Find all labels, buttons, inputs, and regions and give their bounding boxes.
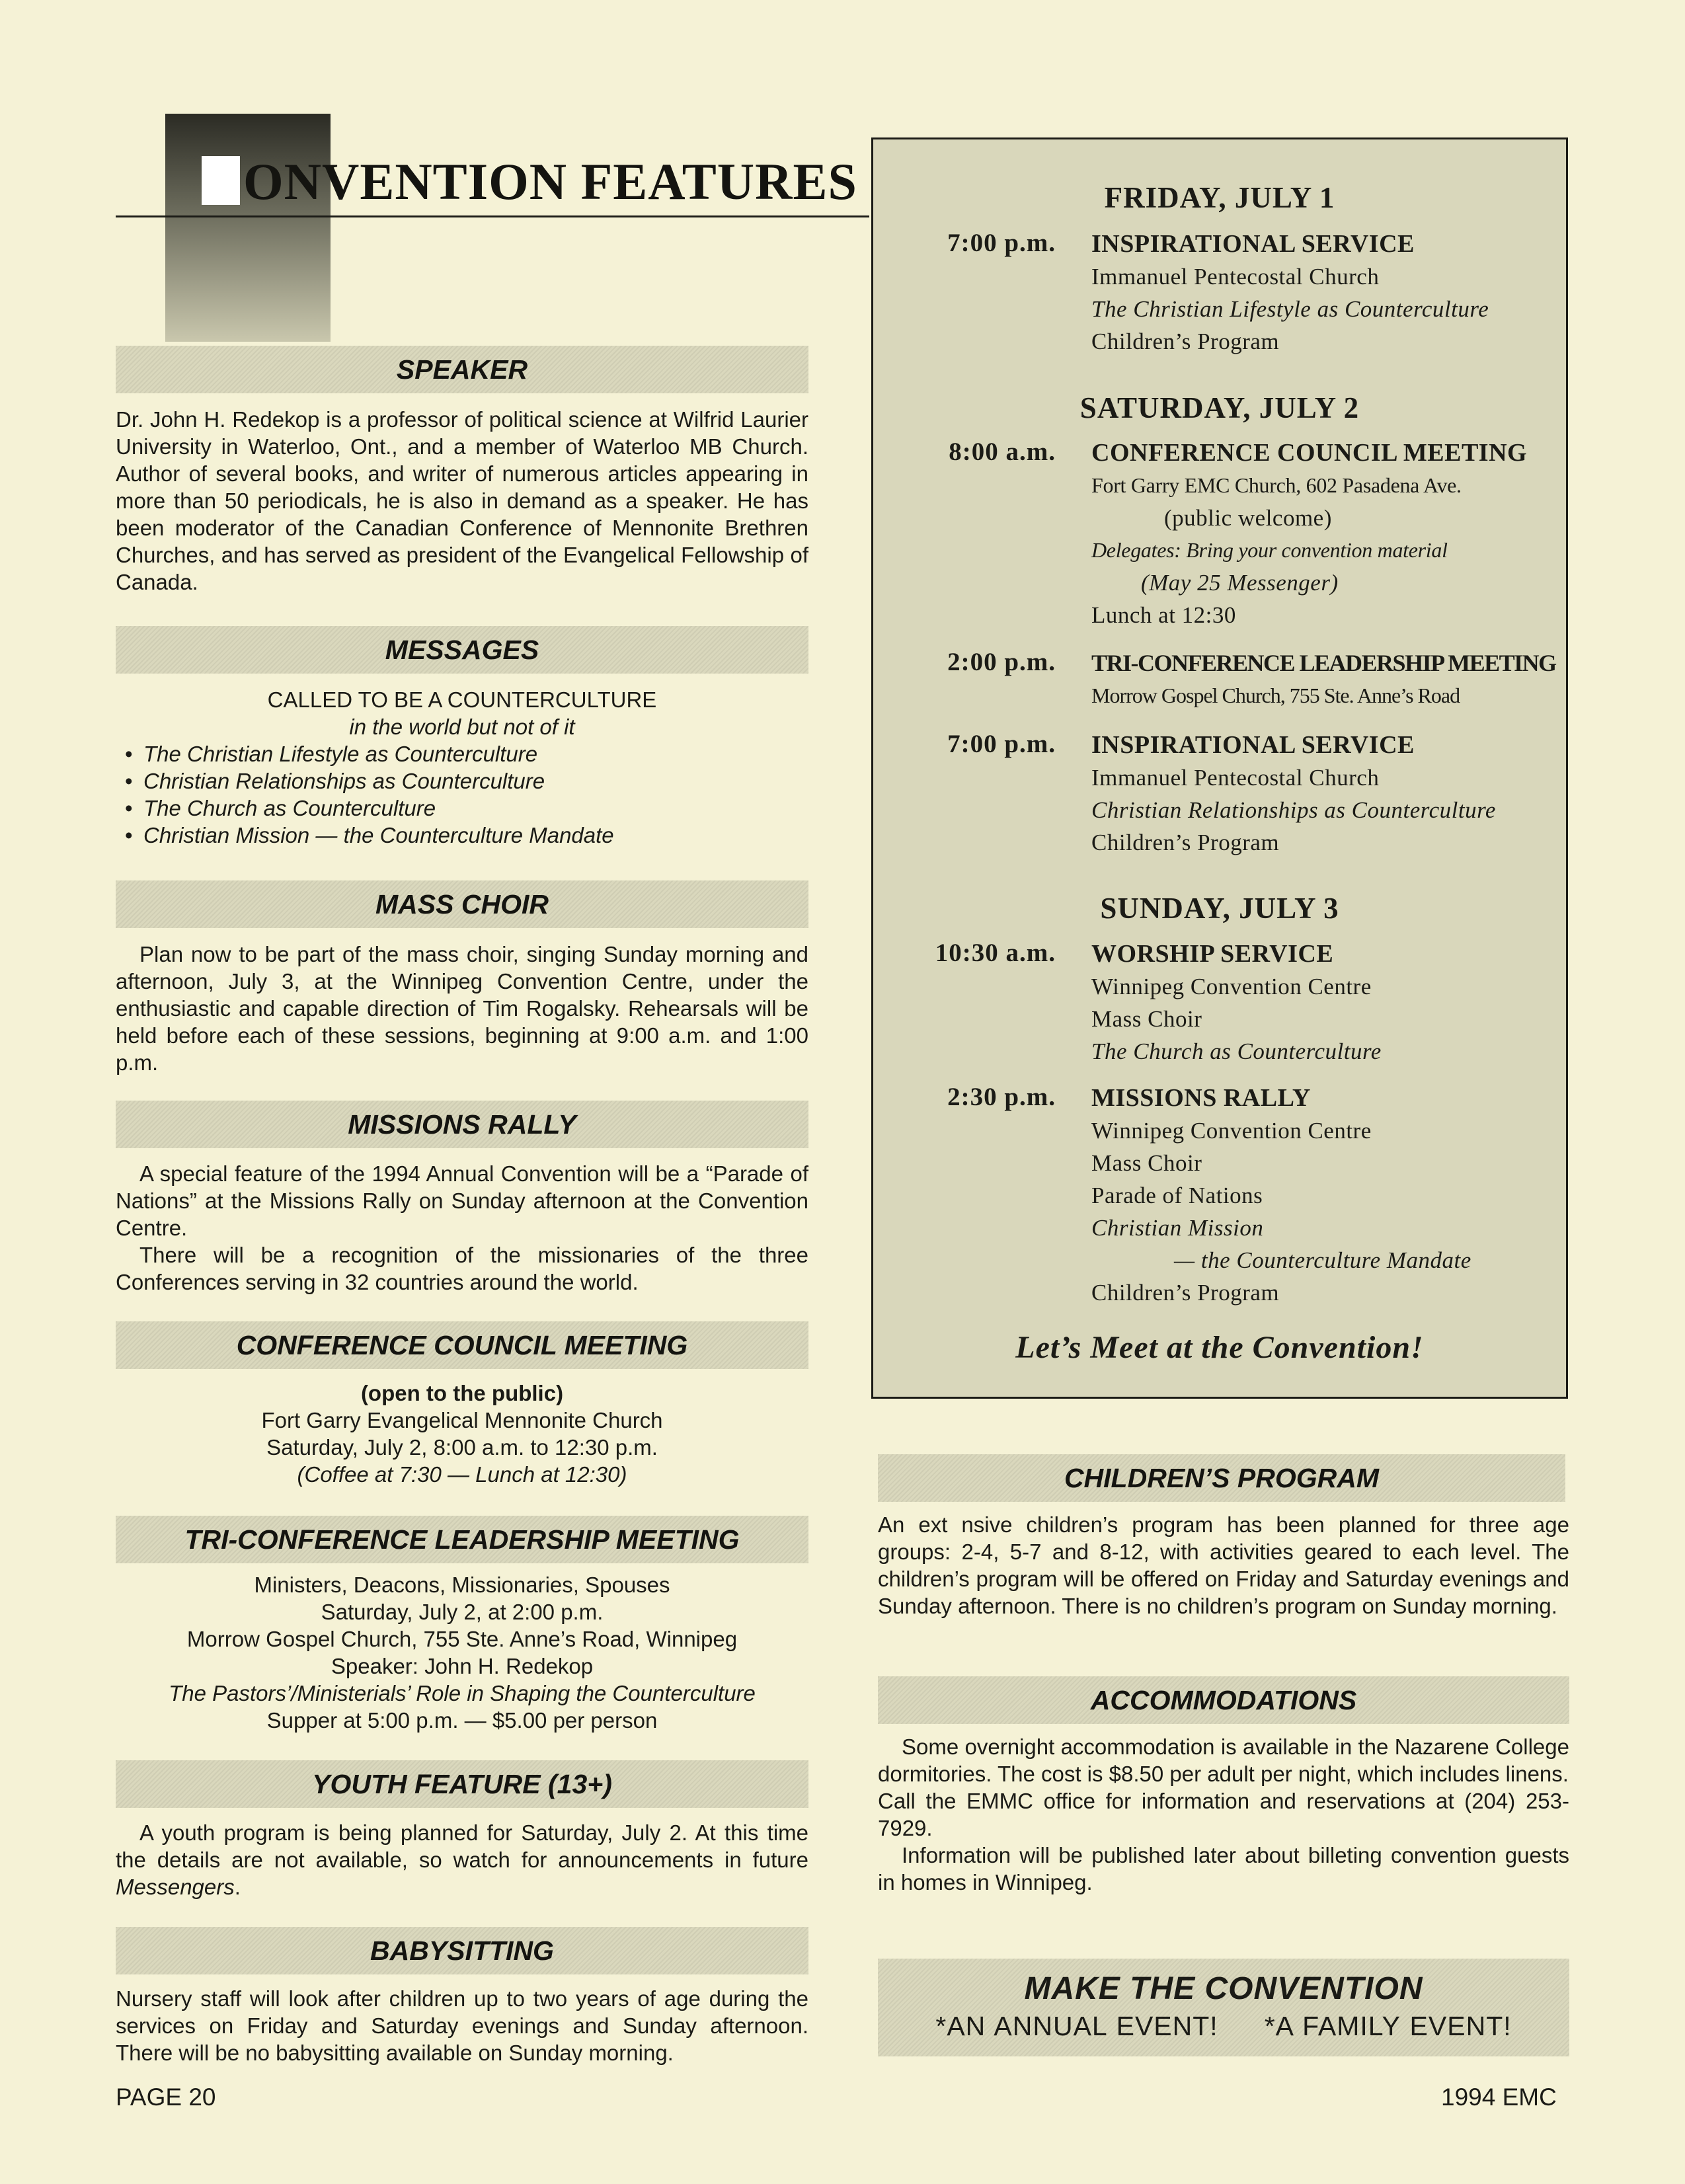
event-location: Immanuel Pentecostal Church — [1091, 264, 1380, 290]
event-extra: Children’s Program — [1091, 1280, 1280, 1306]
event-theme-continued: — the Counterculture Mandate — [1174, 1247, 1471, 1273]
event-location: Fort Garry EMC Church, 602 Pasadena Ave. — [1091, 473, 1462, 497]
accommodations-text — [878, 1733, 1569, 1896]
event-delegates-issue: (May 25 Messenger) — [1141, 570, 1339, 596]
message-item: • The Christian Lifestyle as Counterculture — [116, 740, 808, 767]
event-title: TRI-CONFERENCE LEADERSHIP MEETING — [1091, 650, 1556, 676]
babysitting-heading: BABYSITTING — [116, 1927, 808, 1974]
messages-subtheme: in the world but not of it — [349, 715, 575, 739]
youth-text — [116, 1819, 808, 1900]
banner-tags — [878, 2011, 1569, 2042]
event-lunch: Lunch at 12:30 — [1091, 602, 1236, 628]
event-title: CONFERENCE COUNCIL MEETING — [1091, 439, 1528, 467]
event-title: INSPIRATIONAL SERVICE — [1091, 731, 1415, 759]
event-extra: Children’s Program — [1091, 830, 1280, 855]
event-time: 7:00 p.m. — [947, 229, 1056, 257]
council-public-note: (open to the public) — [360, 1381, 564, 1405]
schedule-box — [871, 137, 1568, 1399]
event-location: Immanuel Pentecostal Church — [1091, 765, 1380, 791]
banner-tag-family: *A FAMILY EVENT! — [1264, 2011, 1512, 2041]
youth-text-end: . — [234, 1875, 241, 1899]
header-initial-box — [202, 156, 240, 205]
message-item: • Christian Relationships as Counterculture — [116, 767, 808, 795]
accommodations-paragraph-1: Some overnight accommodation is available in the Nazarene College dormitories. The cost is $8.50 per adult per night, which includes linens. — [878, 1735, 1569, 1786]
event-time: 2:30 p.m. — [947, 1083, 1056, 1111]
missions-rally-paragraph-2: There will be a recognition of the missionaries of the three Conferences serving in 32 countries around the world. — [116, 1243, 808, 1294]
event-time: 10:30 a.m. — [935, 939, 1056, 967]
mass-choir-heading: MASS CHOIR — [116, 880, 808, 928]
tri-conference-supper: Supper at 5:00 p.m. — $5.00 per person — [266, 1708, 658, 1733]
event-note: (public welcome) — [1164, 505, 1332, 531]
missions-rally-heading: MISSIONS RALLY — [116, 1101, 808, 1148]
issue-label: 1994 EMC — [1441, 2084, 1557, 2111]
youth-heading: YOUTH FEATURE (13+) — [116, 1760, 808, 1808]
event-choir: Mass Choir — [1091, 1006, 1202, 1032]
babysitting-text: Nursery staff will look after children up to two years of age during the services on Friday and Saturday evenings and Sunday afternoon. There will be no babysitting available on Sunday morning. — [116, 1986, 808, 2065]
accommodations-heading: ACCOMMODATIONS — [878, 1676, 1569, 1724]
accommodations-paragraph-3: Information will be published later about billeting convention guests in homes in Winnipeg. — [878, 1843, 1569, 1894]
event-parade: Parade of Nations — [1091, 1183, 1263, 1208]
event-theme: The Christian Lifestyle as Counterculture — [1091, 296, 1489, 322]
message-item: • Christian Mission — the Counterculture Mandate — [116, 822, 808, 849]
make-convention-banner — [878, 1959, 1569, 2056]
event-theme: Christian Mission — [1091, 1215, 1264, 1241]
tri-conference-location: Morrow Gospel Church, 755 Ste. Anne’s Road, Winnipeg — [186, 1627, 738, 1651]
event-time: 8:00 a.m. — [949, 438, 1056, 466]
council-coffee-lunch: (Coffee at 7:30 — Lunch at 12:30) — [297, 1462, 627, 1487]
tri-conference-heading: TRI-CONFERENCE LEADERSHIP MEETING — [116, 1516, 808, 1563]
children-program-heading: CHILDREN’S PROGRAM — [878, 1454, 1565, 1502]
youth-text-start: A youth program is being planned for Saturday, July 2. At this time the details are not available, so watch for announcements in future — [116, 1820, 808, 1872]
event-theme: Christian Relationships as Counterculture — [1091, 797, 1496, 823]
event-choir: Mass Choir — [1091, 1150, 1202, 1176]
mass-choir-paragraph: Plan now to be part of the mass choir, singing Sunday morning and afternoon, July 3, at the Winnipeg Convention Centre, under the enthusiastic and capable direction of Tim Rogalsky. Rehearsals will be held before each of these sessions, beginning at 9:00 a.m. and 1:00 p.m. — [116, 942, 808, 1075]
tri-conference-datetime: Saturday, July 2, at 2:00 p.m. — [321, 1600, 604, 1624]
banner-title: MAKE THE CONVENTION — [1024, 1971, 1423, 2006]
friday-heading: FRIDAY, JULY 1 — [1104, 181, 1335, 214]
tri-conference-speaker: Speaker: John H. Redekop — [331, 1654, 594, 1678]
messages-list — [116, 740, 808, 849]
event-location: Winnipeg Convention Centre — [1091, 1118, 1372, 1144]
event-theme: The Church as Counterculture — [1091, 1038, 1382, 1064]
event-title: INSPIRATIONAL SERVICE — [1091, 230, 1415, 258]
missions-rally-text — [116, 1160, 808, 1296]
page-number: PAGE 20 — [116, 2084, 216, 2111]
page-title: ONVENTION FEATURES — [243, 153, 857, 210]
event-location: Winnipeg Convention Centre — [1091, 974, 1372, 999]
messages-block — [116, 686, 808, 849]
accommodations-paragraph-2: Call the EMMC office for information and reservations at (204) 253-7929. — [878, 1789, 1569, 1840]
missions-rally-paragraph-1: A special feature of the 1994 Annual Convention will be a “Parade of Nations” at the Missions Rally on Sunday afternoon at the Convention Centre. — [116, 1161, 808, 1240]
messages-heading: MESSAGES — [116, 626, 808, 674]
youth-paragraph — [116, 1819, 808, 1900]
sunday-heading: SUNDAY, JULY 3 — [1100, 892, 1339, 925]
event-title: MISSIONS RALLY — [1091, 1084, 1311, 1112]
messages-theme: CALLED TO BE A COUNTERCULTURE — [267, 687, 657, 712]
closing-slogan: Let’s Meet at the Convention! — [1015, 1330, 1424, 1365]
children-program-text: An ext nsive children’s program has been planned for three age groups: 2-4, 5-7 and 8-12, with activities geared to each level. The children’s program will be offered on Friday and Saturday evenings and Sunday afternoon. There is no children’s program on Sunday morning. — [878, 1512, 1569, 1618]
event-extra: Children’s Program — [1091, 329, 1280, 354]
message-item: • The Church as Counterculture — [116, 795, 808, 822]
tri-conference-details — [116, 1571, 808, 1734]
title-rule — [116, 215, 869, 217]
council-datetime: Saturday, July 2, 8:00 a.m. to 12:30 p.m. — [266, 1435, 658, 1460]
youth-text-italic: Messengers — [116, 1875, 235, 1899]
event-time: 2:00 p.m. — [947, 648, 1056, 676]
event-delegates: Delegates: Bring your convention material — [1091, 538, 1448, 562]
event-location: Morrow Gospel Church, 755 Ste. Anne’s Road — [1091, 683, 1460, 707]
speaker-text: Dr. John H. Redekop is a professor of political science at Wilfrid Laurier University in Waterloo, Ont., and a member of Waterloo MB Church. Author of several books, and writer of numerous articles appearing in more than 50 periodicals, he is also in demand as a speaker. He has been moderator of the Canadian Conference of Mennonite Brethren Churches, and has served as president of the Evangelical Fellowship of Canada. — [116, 407, 808, 594]
saturday-heading: SATURDAY, JULY 2 — [1079, 391, 1360, 424]
tri-conference-attendees: Ministers, Deacons, Missionaries, Spouses — [254, 1573, 670, 1597]
header-gradient-block — [165, 114, 331, 342]
event-time: 7:00 p.m. — [947, 730, 1056, 758]
tri-conference-topic: The Pastors’/Ministerials’ Role in Shaping the Counterculture — [169, 1681, 756, 1705]
council-location: Fort Garry Evangelical Mennonite Church — [261, 1408, 663, 1432]
event-title: WORSHIP SERVICE — [1091, 940, 1334, 968]
banner-tag-annual: *AN ANNUAL EVENT! — [935, 2011, 1218, 2041]
speaker-heading: SPEAKER — [116, 346, 808, 393]
council-meeting-heading: CONFERENCE COUNCIL MEETING — [116, 1321, 808, 1369]
council-meeting-details — [116, 1380, 808, 1488]
mass-choir-text — [116, 941, 808, 1076]
